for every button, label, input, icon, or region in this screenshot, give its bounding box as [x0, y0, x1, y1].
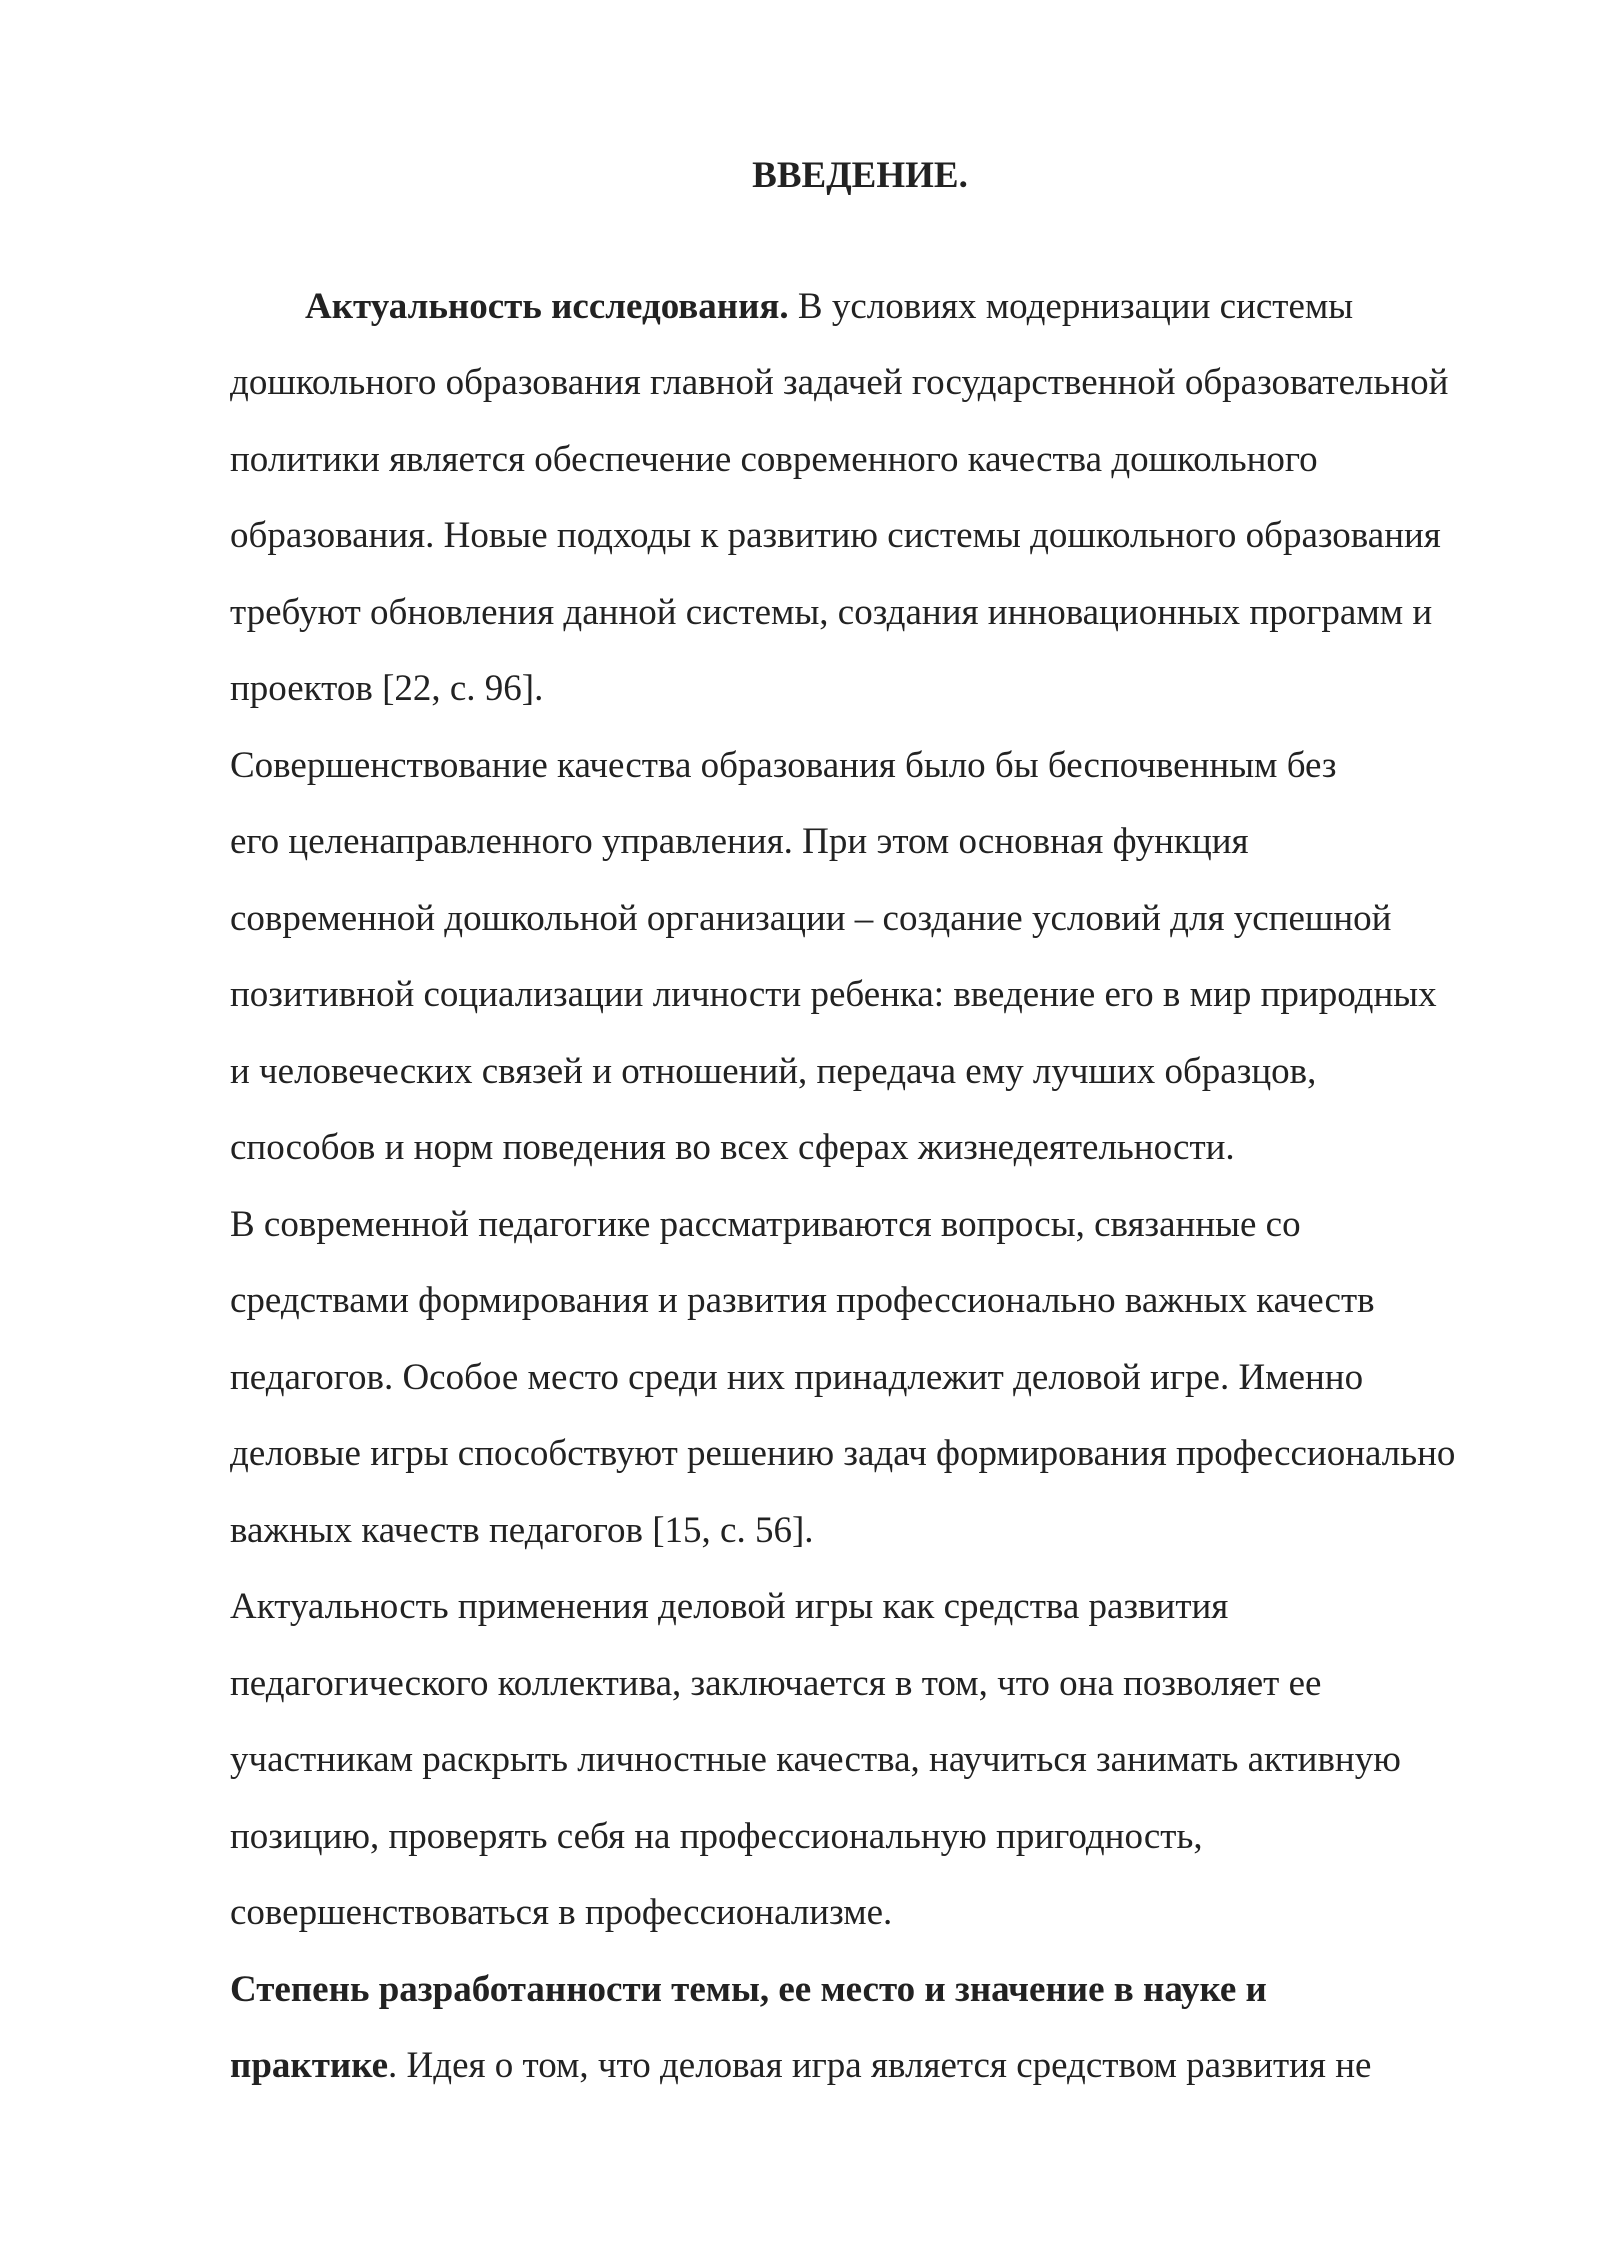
paragraph-line [230, 1966, 1267, 2014]
line-text: средствами формирования и развития профессионально важных качеств [230, 1280, 1375, 1321]
line-text: позицию, проверять себя на профессиональную пригодность, [230, 1816, 1203, 1857]
paragraph-line [230, 742, 1337, 790]
paragraph-line [230, 1048, 1316, 1096]
line-text: . Идея о том, что деловая игра является средством развития не [388, 2045, 1372, 2086]
line-text: важных качеств педагогов [15, с. 56]. [230, 1510, 814, 1551]
line-text: В условиях модернизации системы [788, 286, 1354, 327]
paragraph-line [230, 895, 1391, 943]
line-text: деловые игры способствуют решению задач формирования профессионально [230, 1433, 1456, 1474]
paragraph-line [230, 1277, 1375, 1325]
paragraph-line [230, 818, 1249, 866]
line-text: Совершенствование качества образования было бы беспочвенным без [230, 745, 1337, 786]
paragraph-line [230, 1124, 1235, 1172]
bold-lead: практике [230, 2045, 389, 2086]
line-text: требуют обновления данной системы, создания инновационных программ и [230, 592, 1433, 633]
paragraph-line [230, 589, 1432, 637]
paragraph-line [230, 436, 1318, 484]
paragraph-line [230, 1736, 1401, 1784]
paragraph-line [230, 665, 543, 713]
paragraph-line [230, 2042, 1371, 2090]
paragraph-line [230, 1813, 1203, 1861]
bold-lead: Актуальность исследования. [305, 286, 789, 327]
line-text: Актуальность применения деловой игры как средства развития [230, 1586, 1229, 1627]
line-text: позитивной социализации личности ребенка: введение его в мир природных [230, 974, 1437, 1015]
section-heading: ВВЕДЕНИЕ. [752, 155, 968, 196]
line-text: политики является обеспечение современного качества дошкольного [230, 439, 1318, 480]
paragraph-line [230, 971, 1437, 1019]
paragraph-line [230, 1507, 814, 1555]
line-text: его целенаправленного управления. При этом основная функция [230, 821, 1249, 862]
line-text: педагогического коллектива, заключается в том, что она позволяет ее [230, 1663, 1322, 1704]
paragraph-line [230, 512, 1441, 560]
line-text: дошкольного образования главной задачей государственной образовательной [230, 362, 1449, 403]
paragraph-line [230, 1201, 1301, 1249]
line-text: педагогов. Особое место среди них принадлежит деловой игре. Именно [230, 1357, 1364, 1398]
paragraph-line [305, 283, 1353, 331]
line-text: проектов [22, с. 96]. [230, 668, 544, 709]
bold-lead: Степень разработанности темы, ее место и значение в науке и [230, 1969, 1267, 2010]
line-text: образования. Новые подходы к развитию системы дошкольного образования [230, 515, 1441, 556]
line-text: способов и норм поведения во всех сферах жизнедеятельности. [230, 1127, 1235, 1168]
paragraph-line [230, 1583, 1228, 1631]
paragraph-line [230, 359, 1448, 407]
paragraph-line [230, 1430, 1455, 1478]
paragraph-line [230, 1889, 892, 1937]
line-text: и человеческих связей и отношений, передача ему лучших образцов, [230, 1051, 1317, 1092]
line-text: современной дошкольной организации – создание условий для успешной [230, 898, 1392, 939]
line-text: участникам раскрыть личностные качества, научиться занимать активную [230, 1739, 1401, 1780]
line-text: В современной педагогике рассматриваются вопросы, связанные со [230, 1204, 1301, 1245]
line-text: совершенствоваться в профессионализме. [230, 1892, 893, 1933]
paragraph-line [230, 1660, 1321, 1708]
paragraph-line [230, 1354, 1363, 1402]
